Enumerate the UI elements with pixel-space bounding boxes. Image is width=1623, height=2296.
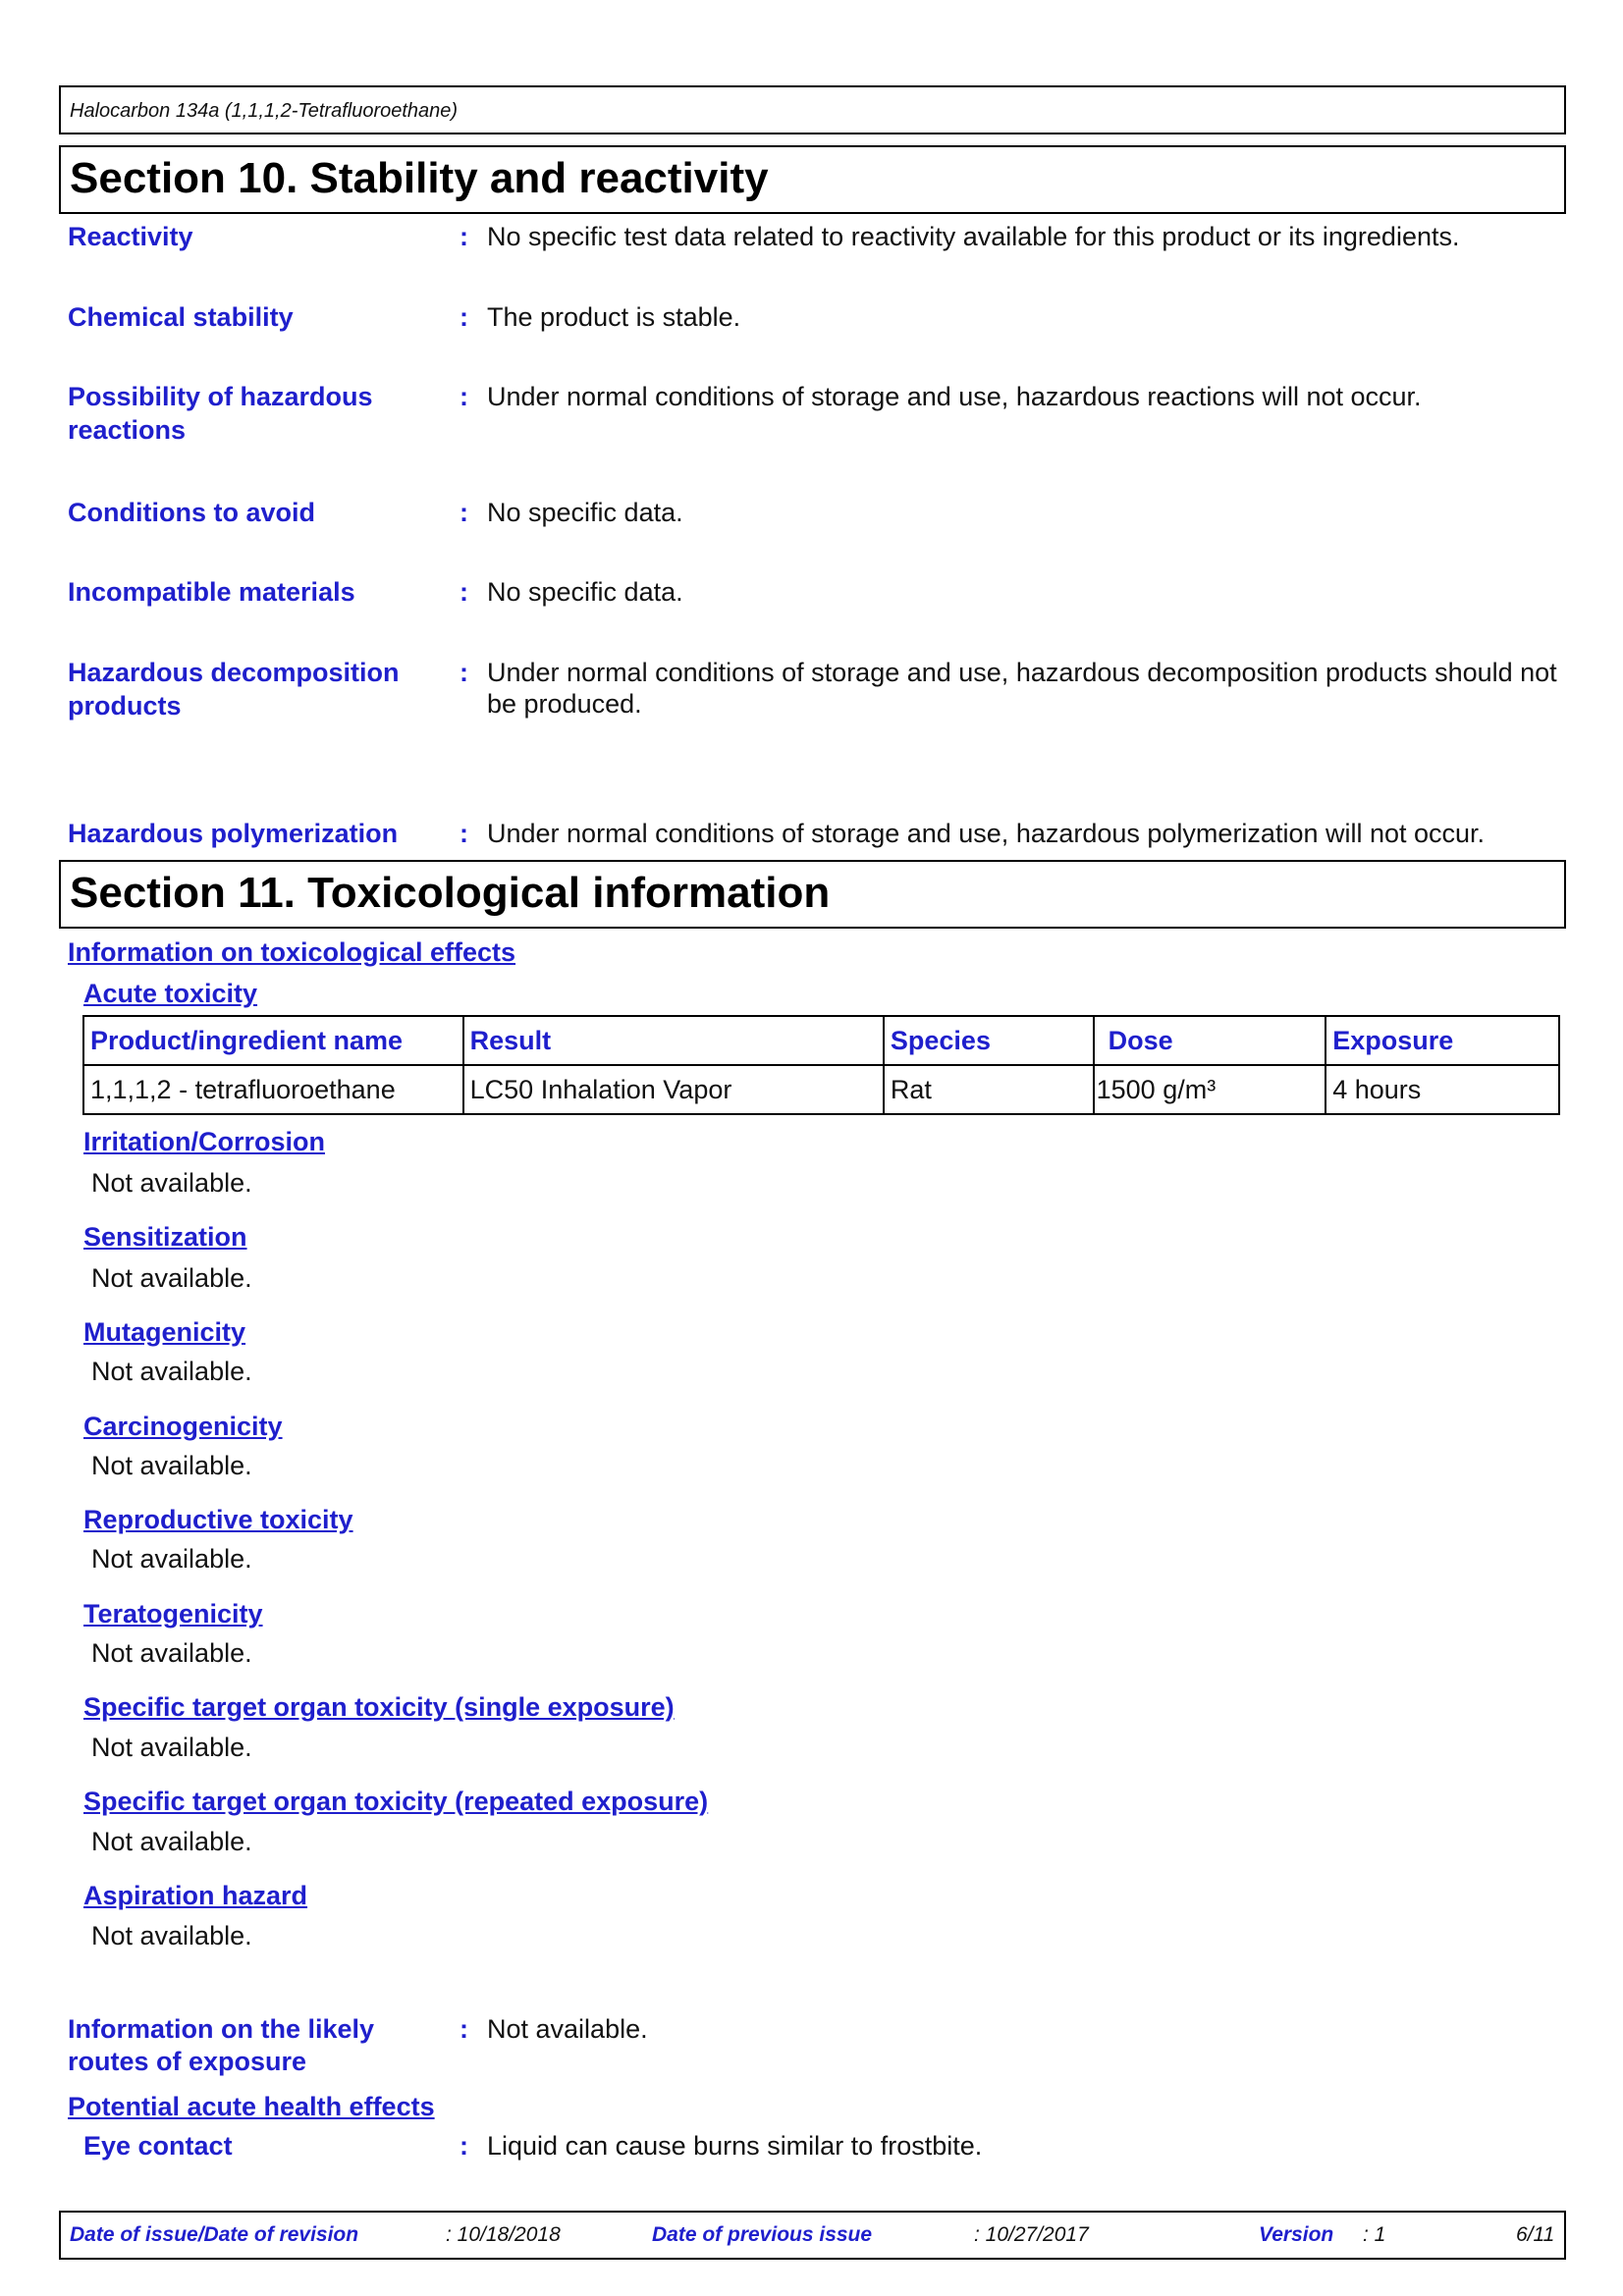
hazardous-polymerization-label: Hazardous polymerization: [68, 819, 399, 848]
teratogenicity-text: Not available.: [91, 1638, 252, 1668]
product-name-header: Halocarbon 134a (1,1,1,2-Tetrafluoroethane): [59, 85, 1566, 134]
table-header-cell: Exposure: [1325, 1016, 1559, 1065]
colon: :: [460, 222, 468, 251]
reproductive-toxicity-link[interactable]: Reproductive toxicity: [83, 1505, 353, 1534]
table-cell: 1,1,1,2 - tetrafluoroethane: [83, 1065, 463, 1114]
eye-contact-label: Eye contact: [83, 2131, 233, 2161]
carcinogenicity-link[interactable]: Carcinogenicity: [83, 1412, 283, 1441]
sensitization-text: Not available.: [91, 1263, 252, 1293]
table-cell: Rat: [884, 1065, 1094, 1114]
version-label: Version: [1259, 2223, 1334, 2246]
issue-date-value: : 10/18/2018: [446, 2223, 561, 2246]
incompatible-materials-value: No specific data.: [487, 577, 683, 607]
stot-single-exposure-text: Not available.: [91, 1733, 252, 1762]
hazardous-reactions-label-line2: reactions: [68, 415, 187, 445]
colon: :: [460, 382, 468, 411]
table-cell: LC50 Inhalation Vapor: [463, 1065, 884, 1114]
issue-date-label: Date of issue/Date of revision: [70, 2223, 359, 2246]
aspiration-hazard-text: Not available.: [91, 1921, 252, 1950]
routes-of-exposure-value: Not available.: [487, 2014, 648, 2044]
colon: :: [460, 498, 468, 527]
toxicological-effects-link[interactable]: Information on toxicological effects: [68, 937, 516, 967]
table-row: [83, 1065, 1559, 1114]
irritation-corrosion-text: Not available.: [91, 1168, 252, 1198]
version-value: : 1: [1363, 2223, 1386, 2246]
hazardous-decomposition-label-line1: Hazardous decomposition: [68, 658, 400, 687]
hazardous-reactions-value: Under normal conditions of storage and use, hazardous reactions will not occur.: [487, 382, 1422, 411]
previous-issue-label: Date of previous issue: [652, 2223, 873, 2246]
colon: :: [460, 2014, 468, 2044]
conditions-to-avoid-label: Conditions to avoid: [68, 498, 315, 527]
page-number: 6/11: [1516, 2223, 1555, 2246]
page-footer: [59, 2211, 1566, 2260]
hazardous-decomposition-label-line2: products: [68, 691, 182, 721]
stot-single-exposure-link[interactable]: Specific target organ toxicity (single exposure): [83, 1692, 675, 1722]
previous-issue-value: : 10/27/2017: [974, 2223, 1089, 2246]
hazardous-reactions-label-line1: Possibility of hazardous: [68, 382, 373, 411]
routes-of-exposure-label-line2: routes of exposure: [68, 2047, 307, 2076]
mutagenicity-text: Not available.: [91, 1357, 252, 1386]
teratogenicity-link[interactable]: Teratogenicity: [83, 1599, 263, 1629]
colon: :: [460, 577, 468, 607]
colon: :: [460, 2131, 468, 2161]
table-header-cell: Product/ingredient name: [83, 1016, 463, 1065]
reactivity-value: No specific test data related to reactivity available for this product or its ingredients.: [487, 222, 1460, 251]
acute-toxicity-link[interactable]: Acute toxicity: [83, 979, 258, 1008]
colon: :: [460, 302, 468, 332]
mutagenicity-link[interactable]: Mutagenicity: [83, 1317, 246, 1347]
carcinogenicity-text: Not available.: [91, 1451, 252, 1480]
section-11-title: Section 11. Toxicological information: [59, 860, 1566, 929]
eye-contact-value: Liquid can cause burns similar to frostbite.: [487, 2131, 983, 2161]
sensitization-link[interactable]: Sensitization: [83, 1222, 247, 1252]
hazardous-polymerization-value: Under normal conditions of storage and use, hazardous polymerization will not occur.: [487, 819, 1486, 848]
reproductive-toxicity-text: Not available.: [91, 1544, 252, 1574]
chemical-stability-label: Chemical stability: [68, 302, 294, 332]
colon: :: [460, 819, 468, 848]
stot-repeated-exposure-text: Not available.: [91, 1827, 252, 1856]
chemical-stability-value: The product is stable.: [487, 302, 741, 332]
colon: :: [460, 658, 468, 687]
acute-toxicity-table: [82, 1015, 1560, 1115]
table-header-row: [83, 1016, 1559, 1065]
aspiration-hazard-link[interactable]: Aspiration hazard: [83, 1881, 308, 1910]
table-header-cell: Result: [463, 1016, 884, 1065]
irritation-corrosion-link[interactable]: Irritation/Corrosion: [83, 1127, 326, 1156]
table-cell: 1500 g/m³: [1094, 1065, 1326, 1114]
table-cell: 4 hours: [1325, 1065, 1559, 1114]
incompatible-materials-label: Incompatible materials: [68, 577, 355, 607]
section-10-title: Section 10. Stability and reactivity: [59, 145, 1566, 214]
potential-acute-health-effects-link[interactable]: Potential acute health effects: [68, 2092, 435, 2121]
table-header-cell: Dose: [1094, 1016, 1326, 1065]
hazardous-decomposition-value: Under normal conditions of storage and use, hazardous decomposition products should not be produced.: [487, 658, 1557, 719]
conditions-to-avoid-value: No specific data.: [487, 498, 683, 527]
reactivity-label: Reactivity: [68, 222, 193, 251]
stot-repeated-exposure-link[interactable]: Specific target organ toxicity (repeated exposure): [83, 1787, 709, 1816]
routes-of-exposure-label-line1: Information on the likely: [68, 2014, 375, 2044]
table-header-cell: Species: [884, 1016, 1094, 1065]
